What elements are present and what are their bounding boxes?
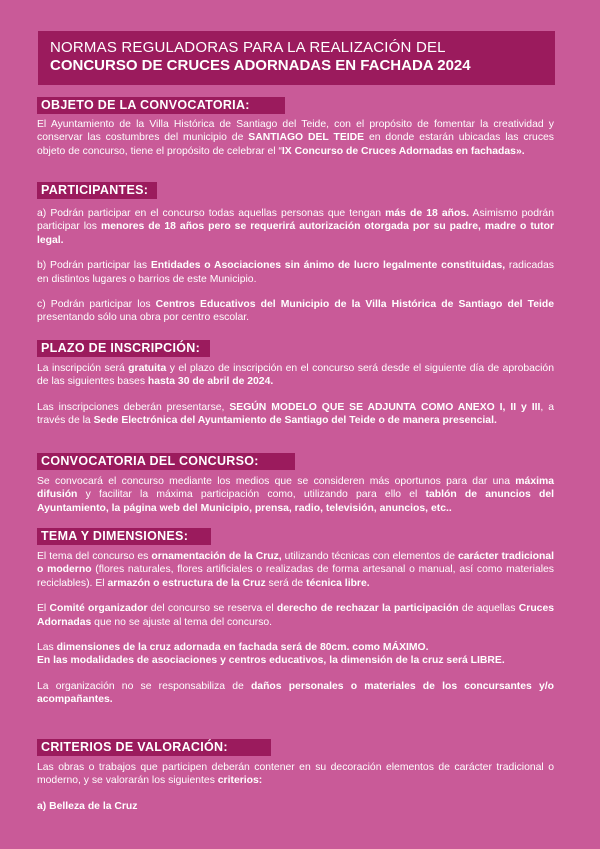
section-participantes — [37, 181, 554, 325]
section-title-objeto: OBJETO DE LA CONVOCATORIA: — [37, 97, 285, 114]
participantes-paragraph-b: b) Podrán participar las Entidades o Asociaciones sin ánimo de lucro legalmente constituidas, radicadas en distintos lugares o barrios de este Municipio. — [37, 260, 554, 285]
objeto-paragraph: El Ayuntamiento de la Villa Histórica de Santiago del Teide, con el propósito de fomentar la creatividad y conservar las costumbres del municipio de SANTIAGO DEL TEIDE en donde estarán ubicadas las cruces objeto de concurso, tiene el propósito de celebrar el “IX Concurso de Cruces Adornadas en fachadas». — [37, 119, 554, 157]
tema-paragraph-1: El tema del concurso es ornamentación de la Cruz, utilizando técnicas con elementos de carácter tradicional o moderno (flores naturales, flores artificiales o realizadas de forma artesanal o manual, así como materiales reciclables). El armazón o estructura de la Cruz será de técnica libre. — [37, 551, 554, 589]
criterios-paragraph: Las obras o trabajos que participen deberán contener en su decoración elementos de carácter tradicional o moderno, y se valorarán los siguientes criterios: — [37, 762, 554, 787]
criterio-a: a) Belleza de la Cruz — [37, 800, 138, 812]
tema-paragraph-2: El Comité organizador del concurso se reserva el derecho de rechazar la participación de aquellas Cruces Adornadas que no se ajuste al tema del concurso. — [37, 603, 554, 628]
section-title-tema: TEMA Y DIMENSIONES: — [37, 528, 211, 545]
section-objeto — [37, 96, 554, 158]
section-criterios — [37, 738, 554, 813]
section-title-participantes: PARTICIPANTES: — [37, 182, 157, 199]
section-plazo — [37, 339, 554, 428]
participantes-paragraph-a: a) Podrán participar en el concurso todas aquellas personas que tengan más de 18 años. Asimismo podrán participar los menores de 18 años pero se requerirá autorización otorgada por su padre, madre o tutor legal. — [37, 208, 554, 246]
tema-paragraph-3: Las dimensiones de la cruz adornada en fachada será de 80cm. como MÁXIMO. En las modalidades de asociaciones y centros educativos, la dimensión de la cruz será LIBRE. — [37, 642, 505, 667]
convocatoria-paragraph: Se convocará el concurso mediante los medios que se consideren más oportunos para dar una máxima difusión y facilitar la máxima participación como, utilizando para ello el tablón de anuncios del Ayuntamiento, la página web del Municipio, prensa, radio, televisión, anuncios, etc.. — [37, 476, 555, 514]
plazo-paragraph-1: La inscripción será gratuita y el plazo de inscripción en el concurso será desde el siguiente día de aprobación de las siguientes bases hasta 30 de abril de 2024. — [37, 363, 554, 388]
section-convocatoria — [37, 452, 554, 515]
header-line-1: NORMAS REGULADORAS PARA LA REALIZACIÓN DEL — [50, 39, 446, 56]
tema-paragraph-4: La organización no se responsabiliza de daños personales o materiales de los concursantes y/o acompañantes. — [37, 680, 554, 706]
plazo-paragraph-2: Las inscripciones deberán presentarse, SEGÚN MODELO QUE SE ADJUNTA COMO ANEXO I, II y III, a través de la Sede Electrónica del Ayuntamiento de Santiago del Teide o de manera presencial. — [37, 401, 554, 427]
section-title-plazo: PLAZO DE INSCRIPCIÓN: — [37, 340, 210, 357]
participantes-paragraph-c: c) Podrán participar los Centros Educativos del Municipio de la Villa Histórica de Santiago del Teide presentando sólo una obra por centro escolar. — [37, 299, 555, 324]
header-line-2: CONCURSO DE CRUCES ADORNADAS EN FACHADA 2024 — [50, 57, 471, 74]
section-title-criterios: CRITERIOS DE VALORACIÓN: — [37, 739, 271, 756]
section-tema — [37, 527, 554, 707]
document-header — [38, 31, 555, 85]
section-title-convocatoria: CONVOCATORIA DEL CONCURSO: — [37, 453, 295, 470]
